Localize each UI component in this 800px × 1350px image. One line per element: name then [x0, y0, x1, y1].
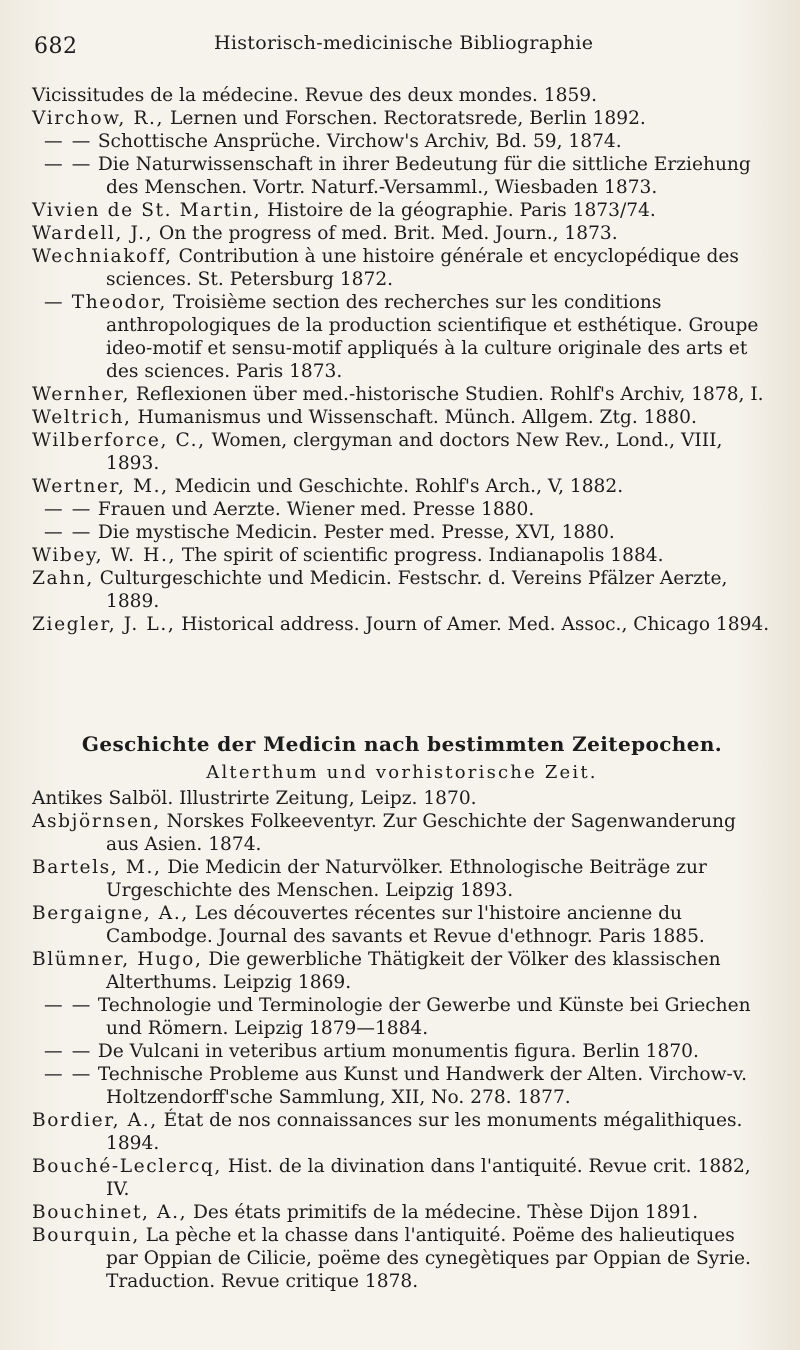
entry-text: On the progress of med. Brit. Med. Journ., 1873. [153, 223, 618, 244]
bibliography-entry [32, 902, 772, 948]
entry-author: Zahn, [32, 568, 94, 589]
entry-text: Die Naturwissenschaft in ihrer Bedeutung für die sittliche Erziehung des Menschen. Vortr. Naturf.-Versamml., Wiesbaden 1873. [91, 154, 751, 198]
bibliography-entry [32, 130, 772, 153]
entry-author: Bouché-Leclercq, [32, 1156, 222, 1177]
entry-author: Asbjörnsen, [32, 811, 161, 832]
bibliography-entry [32, 291, 772, 383]
entry-text: Hist. de la divination dans l'antiquité. Revue crit. 1882, IV. [106, 1156, 751, 1200]
entry-author: Ziegler, J. L., [32, 614, 176, 635]
entry-text: Technologie und Terminologie der Gewerbe und Künste bei Griechen und Römern. Leipzig 1879—1884. [91, 995, 751, 1039]
bibliography-entry [32, 1224, 772, 1293]
entry-list [32, 787, 772, 1293]
bibliography-entry [32, 1040, 772, 1063]
entry-author: — — [44, 522, 92, 543]
entry-text: Frauen und Aerzte. Wiener med. Presse 1880. [91, 499, 535, 520]
bibliography-entry [32, 107, 772, 130]
bibliography-entry [32, 498, 772, 521]
entry-text: Reflexionen über med.-historische Studien. Rohlf's Archiv, 1878, I. [130, 384, 764, 405]
entry-text: Contribution à une histoire générale et encyclopédique des sciences. St. Petersburg 1872. [106, 246, 739, 290]
bibliography-entry [32, 1201, 772, 1224]
entry-author: Wardell, J., [32, 223, 154, 244]
entry-text: Antikes Salböl. Illustrirte Zeitung, Leipz. 1870. [32, 788, 477, 809]
entry-text: Technische Probleme aus Kunst und Handwerk der Alten. Virchow-v. Holtzendorff'sche Sammlung, XII, No. 278. 1877. [91, 1064, 747, 1108]
entry-text: Die mystische Medicin. Pester med. Presse, XVI, 1880. [91, 522, 615, 543]
entry-author: — Theodor, [44, 292, 167, 313]
entry-text: Historical address. Journ of Amer. Med. Assoc., Chicago 1894. [175, 614, 770, 635]
entry-text: Les découvertes récentes sur l'histoire ancienne du Cambodge. Journal des savants et Revue d'ethnogr. Paris 1885. [106, 903, 705, 947]
entry-text: Women, clergyman and doctors New Rev., Lond., VIII, 1893. [106, 430, 723, 474]
entry-text: Die gewerbliche Thätigkeit der Völker des klassischen Alterthums. Leipzig 1869. [106, 949, 721, 993]
section-title: Geschichte der Medicin nach bestimmten Zeitepochen. [81, 732, 723, 756]
bibliography-entry [32, 475, 772, 498]
entry-author: Vivien de St. Martin, [32, 200, 262, 221]
entry-text: Lernen und Forschen. Rectoratsrede, Berlin 1892. [164, 108, 646, 129]
entry-author: Wibey, W. H., [32, 545, 177, 566]
entry-author: Wertner, M., [32, 476, 169, 497]
bibliography-section-antiquity [32, 732, 772, 1293]
entry-text: État de nos connaissances sur les monuments mégalithiques. 1894. [106, 1110, 743, 1154]
bibliography-entry [32, 948, 772, 994]
bibliography-list-continued [32, 84, 772, 636]
entry-text: Die Medicin der Naturvölker. Ethnologische Beiträge zur Urgeschichte des Menschen. Leipzig 1893. [106, 857, 707, 901]
bibliography-entry [32, 84, 772, 107]
bibliography-entry [32, 1109, 772, 1155]
entry-author: — — [44, 131, 92, 152]
bibliography-entry [32, 1155, 772, 1201]
bibliography-entry [32, 544, 772, 567]
entry-text: The spirit of scientific progress. Indianapolis 1884. [176, 545, 664, 566]
entry-author: Bergaigne, A., [32, 903, 189, 924]
entry-author: — — [44, 995, 92, 1016]
entry-text: La pèche et la chasse dans l'antiquité. Poëme des halieutiques par Oppian de Cilicie, poëme des cynegètiques par Oppian de Syrie. Traduction. Revue critique 1878. [106, 1225, 751, 1292]
entry-text: Humanismus und Wissenschaft. Münch. Allgem. Ztg. 1880. [131, 407, 697, 428]
bibliography-entry [32, 1063, 772, 1109]
entry-text: Medicin und Geschichte. Rohlf's Arch., V, 1882. [168, 476, 624, 497]
entry-text: Vicissitudes de la médecine. Revue des deux mondes. 1859. [32, 85, 598, 106]
bibliography-entry [32, 787, 772, 810]
bibliography-entry [32, 521, 772, 544]
page-header [34, 30, 760, 66]
entry-author: Bordier, A., [32, 1110, 158, 1131]
bibliography-entry [32, 994, 772, 1040]
bibliography-entry [32, 810, 772, 856]
entry-text: Culturgeschichte und Medicin. Festschr. d. Vereins Pfälzer Aerzte, 1889. [93, 568, 728, 612]
entry-text: Histoire de la géographie. Paris 1873/74. [261, 200, 656, 221]
entry-author: — — [44, 154, 92, 175]
entry-text: Des états primitifs de la médecine. Thèse Dijon 1891. [187, 1202, 699, 1223]
bibliography-entry [32, 383, 772, 406]
entry-author: Weltrich, [32, 407, 132, 428]
bibliography-entry [32, 222, 772, 245]
bibliography-entry [32, 406, 772, 429]
entry-author: — — [44, 1041, 92, 1062]
entry-text: Troisième section des recherches sur les conditions anthropologiques de la production scientifique et esthétique. Groupe ideo-motif et sensu-motif appliqués à la culture originale des arts et des sciences. Paris 1873. [106, 292, 759, 382]
entry-author: Wilberforce, C., [32, 430, 206, 451]
bibliography-entry [32, 199, 772, 222]
entry-author: Bartels, M., [32, 857, 162, 878]
entry-author: — — [44, 1064, 92, 1085]
entry-author: — — [44, 499, 92, 520]
bibliography-entry [32, 429, 772, 475]
entry-text: Norskes Folkeeventyr. Zur Geschichte der Sagenwanderung aus Asien. 1874. [106, 811, 736, 855]
page-number: 682 [34, 34, 78, 59]
bibliography-entry [32, 567, 772, 613]
entry-author: Virchow, R., [32, 108, 165, 129]
bibliography-entry [32, 613, 772, 636]
bibliography-entry [32, 153, 772, 199]
entry-text: De Vulcani in veteribus artium monumentis figura. Berlin 1870. [91, 1041, 699, 1062]
bibliography-entry [32, 856, 772, 902]
entry-author: Wechniakoff, [32, 246, 173, 267]
entry-author: Bourquin, [32, 1225, 140, 1246]
entry-text: Schottische Ansprüche. Virchow's Archiv, Bd. 59, 1874. [91, 131, 622, 152]
bibliography-entry [32, 245, 772, 291]
entry-author: Blümner, Hugo, [32, 949, 203, 970]
entry-author: Wernher, [32, 384, 130, 405]
section-subtitle: Alterthum und vorhistorische Zeit. [206, 762, 598, 783]
entry-author: Bouchinet, A., [32, 1202, 188, 1223]
running-head: Historisch-medicinische Bibliographie [214, 32, 594, 54]
